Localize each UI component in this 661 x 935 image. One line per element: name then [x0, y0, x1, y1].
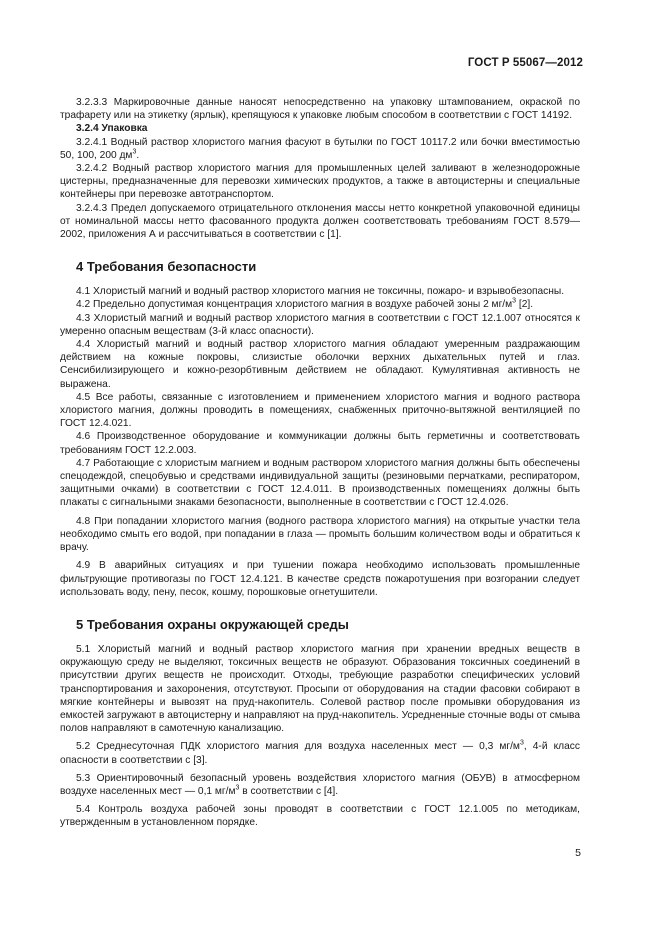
- text: [2].: [516, 299, 534, 311]
- page-content: [60, 96, 580, 830]
- text: , 4-й класс опасности в соответствии с [3].: [60, 741, 580, 766]
- subsection-heading-3-2-4: 3.2.4 Упаковка: [76, 123, 148, 135]
- superscript: 3: [512, 298, 517, 306]
- section-heading-5: 5 Требования охраны окружающей среды: [76, 616, 349, 632]
- paragraph-4-7: 4.7 Работающие с хлористым магнием и водным раствором хлористого магния должны быть обеспечены спецодеждой, спецобувью и средствами индивидуальной защиты (резиновыми перчатками, респиратором, защитными очками) в соответствии с ГОСТ 12.4.011. В производственных помещениях должны быть плакаты с сигнальными знаками безопасности, выполненные в соответствии с ГОСТ 12.4.026.: [60, 457, 580, 509]
- paragraph-5-4: 5.4 Контроль воздуха рабочей зоны проводят в соответствии с ГОСТ 12.1.005 по методикам, утвержденным в установленном порядке.: [60, 804, 580, 829]
- paragraph-4-1: 4.1 Хлористый магний и водный раствор хлористого магния не токсичны, пожаро- и взрывобезопасны.: [76, 286, 565, 298]
- superscript: 3: [235, 784, 240, 792]
- paragraph-5-2: [60, 740, 580, 766]
- paragraph-3-2-4-1: [60, 136, 580, 162]
- paragraph-4-2: [60, 298, 580, 311]
- superscript: 3: [132, 148, 137, 156]
- paragraph-3-2-4-2: 3.2.4.2 Водный раствор хлористого магния для промышленных целей заливают в железнодорожные цистерны, предназначенные для перевозки химических продуктов, а также в автоцистерны и специальные контейнеры при перевозке автотранспортом.: [60, 163, 580, 201]
- standard-header: ГОСТ Р 55067—2012: [467, 57, 583, 69]
- paragraph-4-8: 4.8 При попадании хлористого магния (водного раствора хлористого магния) на открытые участки тела необходимо смыть его водой, при попадании в глаза — промыть большим количеством воды и обратиться к врачу.: [60, 515, 580, 554]
- text: 5.3 Ориентировочный безопасный уровень воздействия хлористого магния (ОБУВ) в атмосферном воздухе населенных мест — 0,1 мг/м: [60, 772, 580, 797]
- paragraph-4-6: 4.6 Производственное оборудование и коммуникации должны быть герметичны и соответствовать требованиям ГОСТ 12.2.003.: [60, 431, 580, 456]
- text: .: [136, 149, 140, 161]
- text: 5.2 Среднесуточная ПДК хлористого магния для воздуха населенных мест — 0,3 мг/м: [76, 741, 520, 753]
- paragraph-5-3: [60, 772, 580, 798]
- paragraph-4-5: 4.5 Все работы, связанные с изготовлением и применением хлористого магния и водного раствора хлористого магния, должны проводить в помещениях, снабженных приточно-вытяжной вентиляцией по ГОСТ 12.4.021.: [60, 391, 580, 430]
- paragraph-4-3: 4.3 Хлористый магний и водный раствор хлористого магния в соответствии с ГОСТ 12.1.007 относятся к умеренно опасным веществам (3-й класс опасности).: [60, 312, 580, 337]
- text: 3.2.4.1 Водный раствор хлористого магния фасуют в бутылки по ГОСТ 10117.2 или бочки вместимостью 50, 100, 200 дм: [60, 136, 580, 161]
- paragraph-5-1: 5.1 Хлористый магний и водный раствор хлористого магния при хранении вредных веществ в окружающую среду не выделяют, токсичных веществ не образуют. Образования токсичных соединений в присутствии других веществ не происходит. Отходы, требующие разработки специфических условий транспортирования и захоронения, отсутствуют. Просыпи от оборудования на стадии фасовки собирают в мягкие контейнеры и вывозят на пруд-накопитель. Солевой раствор после промывки оборудования из емкостей загружают в автоцистерну и направляют на пруд-накопитель. Усредненные сточные воды от смыва полов направляют в самотечную канализацию.: [60, 643, 580, 735]
- paragraph-3-2-3-3: 3.2.3.3 Маркировочные данные наносят непосредственно на упаковку штампованием, окраской по трафарету или на этикетку (ярлык), крепящуюся к упаковке любым способом в соответствии с ГОСТ 14192.: [60, 97, 580, 122]
- paragraph-3-2-4-3: 3.2.4.3 Предел допускаемого отрицательного отклонения массы нетто конкретной упаковочной единицы от номинальной массы нетто фасованного продукта должен соответствовать требованиям ГОСТ 8.579—2002, приложения А и рассчитываться в соответствии с [1].: [60, 202, 580, 241]
- paragraph-4-9: 4.9 В аварийных ситуациях и при тушении пожара необходимо использовать промышленные фильтрующие противогазы по ГОСТ 12.4.121. В качестве средств пожаротушения при возгорании следует использовать воду, пену, песок, кошму, порошковые огнетушители.: [60, 560, 580, 598]
- page-number: 5: [575, 847, 581, 859]
- text: в соответствии с [4].: [239, 785, 339, 797]
- superscript: 3: [519, 739, 524, 747]
- section-heading-4: 4 Требования безопасности: [76, 259, 257, 275]
- text: 4.2 Предельно допустимая концентрация хлористого магния в воздухе рабочей зоны 2 мг/м: [76, 299, 513, 311]
- paragraph-4-4: 4.4 Хлористый магний и водный раствор хлористого магния обладают умеренным раздражающим действием на кожные покровы, слизистые оболочки верхних дыхательных путей и глаз. Сенсибилизирующего и кожно-резорбтивным действием не обладают. Кумулятивная активность не выражена.: [60, 339, 580, 390]
